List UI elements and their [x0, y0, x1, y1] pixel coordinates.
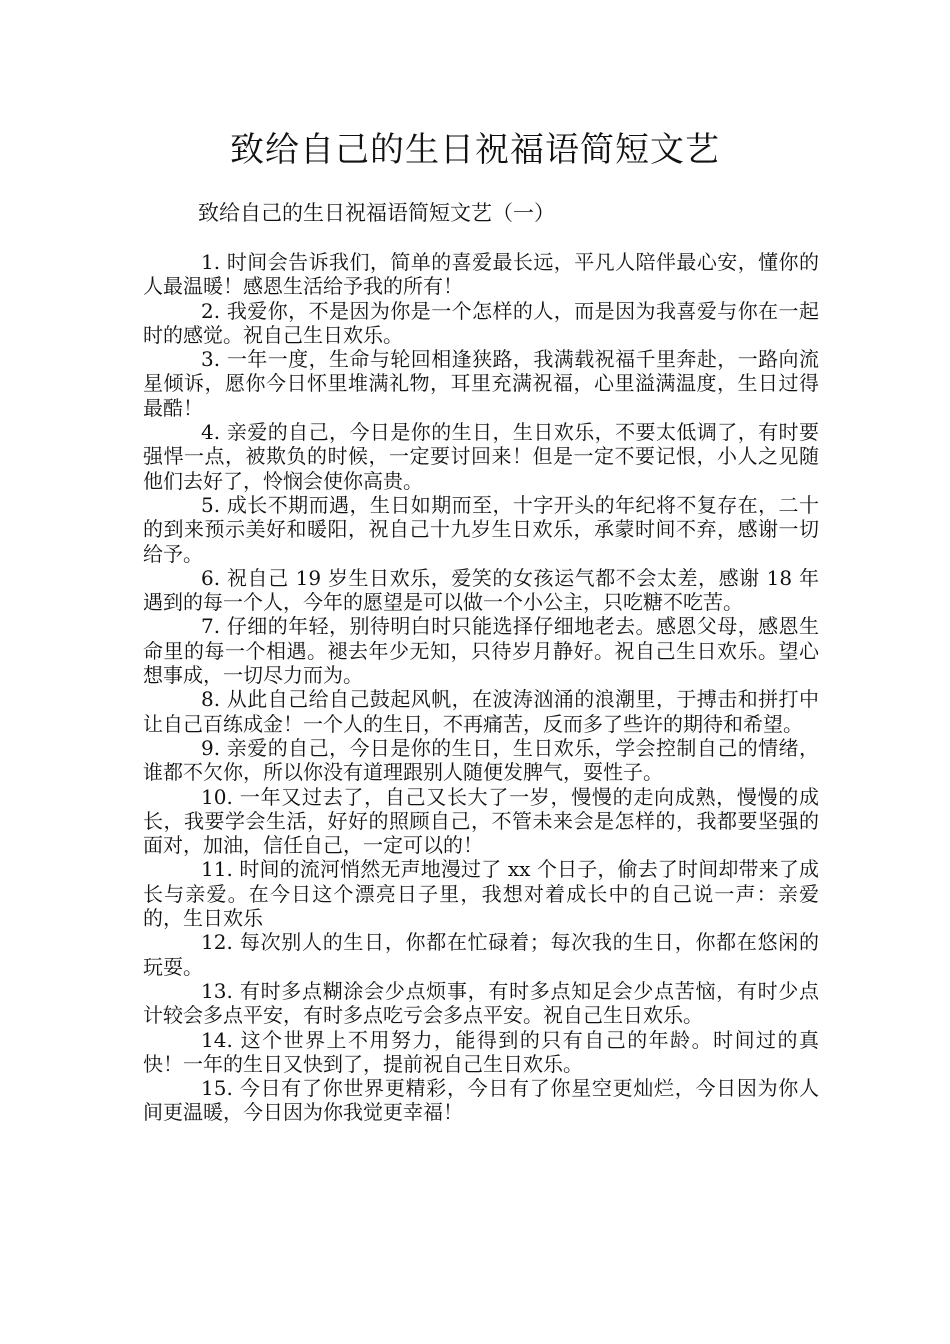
list-item: 8. 从此自己给自己鼓起风帆，在波涛汹涌的浪潮里，于搏击和拼打中让自己百练成金！一个人的生日，不再痛苦，反而多了些许的期待和希望。: [143, 687, 819, 736]
list-item: 10. 一年又过去了，自己又长大了一岁，慢慢的走向成熟，慢慢的成长，我要学会生活，好好的照顾自己，不管未来会是怎样的，我都要坚强的面对，加油，信任自己，一定可以的！: [143, 784, 819, 858]
list-item: 5. 成长不期而遇，生日如期而至，十字开头的年纪将不复存在，二十的到来预示美好和暖阳，祝自己十九岁生日欢乐，承蒙时间不弃，感谢一切给予。: [143, 492, 819, 566]
list-item: 9. 亲爱的自己，今日是你的生日，生日欢乐，学会控制自己的情绪，谁都不欠你，所以你没有道理跟别人随便发脾气，耍性子。: [143, 735, 819, 785]
blessing-list: [143, 250, 819, 1125]
list-item: 7. 仔细的年轻，别待明白时只能选择仔细地老去。感恩父母，感恩生命里的每一个相遇。褪去年少无知，只待岁月静好。祝自己生日欢乐。望心想事成，一切尽力而为。: [143, 614, 819, 688]
list-item: 11. 时间的流河悄然无声地漫过了 xx 个日子，偷去了时间却带来了成长与亲爱。在今日这个漂亮日子里，我想对着成长中的自己说一声：亲爱的，生日欢乐: [143, 857, 819, 931]
list-item: 1. 时间会告诉我们，简单的喜爱最长远，平凡人陪伴最心安，懂你的人最温暖！感恩生活给予我的所有！: [143, 250, 819, 299]
list-item: 2. 我爱你，不是因为你是一个怎样的人，而是因为我喜爱与你在一起时的感觉。祝自己生日欢乐。: [143, 298, 819, 347]
list-item: 3. 一年一度，生命与轮回相逢狭路，我满载祝福千里奔赴，一路向流星倾诉，愿你今日怀里堆满礼物，耳里充满祝福，心里溢满温度，生日过得最酷！: [143, 347, 819, 420]
list-item: 4. 亲爱的自己，今日是你的生日，生日欢乐，不要太低调了，有时要强悍一点，被欺负的时候，一定要讨回来！但是一定不要记恨，小人之见随他们去好了，怜悯会使你高贵。: [143, 420, 819, 493]
list-item: 13. 有时多点糊涂会少点烦事，有时多点知足会少点苦恼，有时少点计较会多点平安，有时多点吃亏会多点平安。祝自己生日欢乐。: [143, 978, 819, 1028]
document-title: 致给自己的生日祝福语简短文艺: [230, 130, 720, 170]
list-item: 12. 每次别人的生日，你都在忙碌着；每次我的生日，你都在悠闲的玩耍。: [143, 930, 819, 979]
list-item: 6. 祝自己 19 岁生日欢乐，爱笑的女孩运气都不会太差，感谢 18 年遇到的每一个人，今年的愿望是可以做一个小公主，只吃糖不吃苦。: [143, 565, 819, 615]
list-item: 15. 今日有了你世界更精彩，今日有了你星空更灿烂，今日因为你人间更温暖，今日因为你我觉更幸福！: [143, 1076, 819, 1125]
section-heading: 致给自己的生日祝福语简短文艺（一）: [198, 201, 555, 225]
list-item: 14. 这个世界上不用努力，能得到的只有自己的年龄。时间过的真快！一年的生日又快到了，提前祝自己生日欢乐。: [143, 1027, 819, 1076]
